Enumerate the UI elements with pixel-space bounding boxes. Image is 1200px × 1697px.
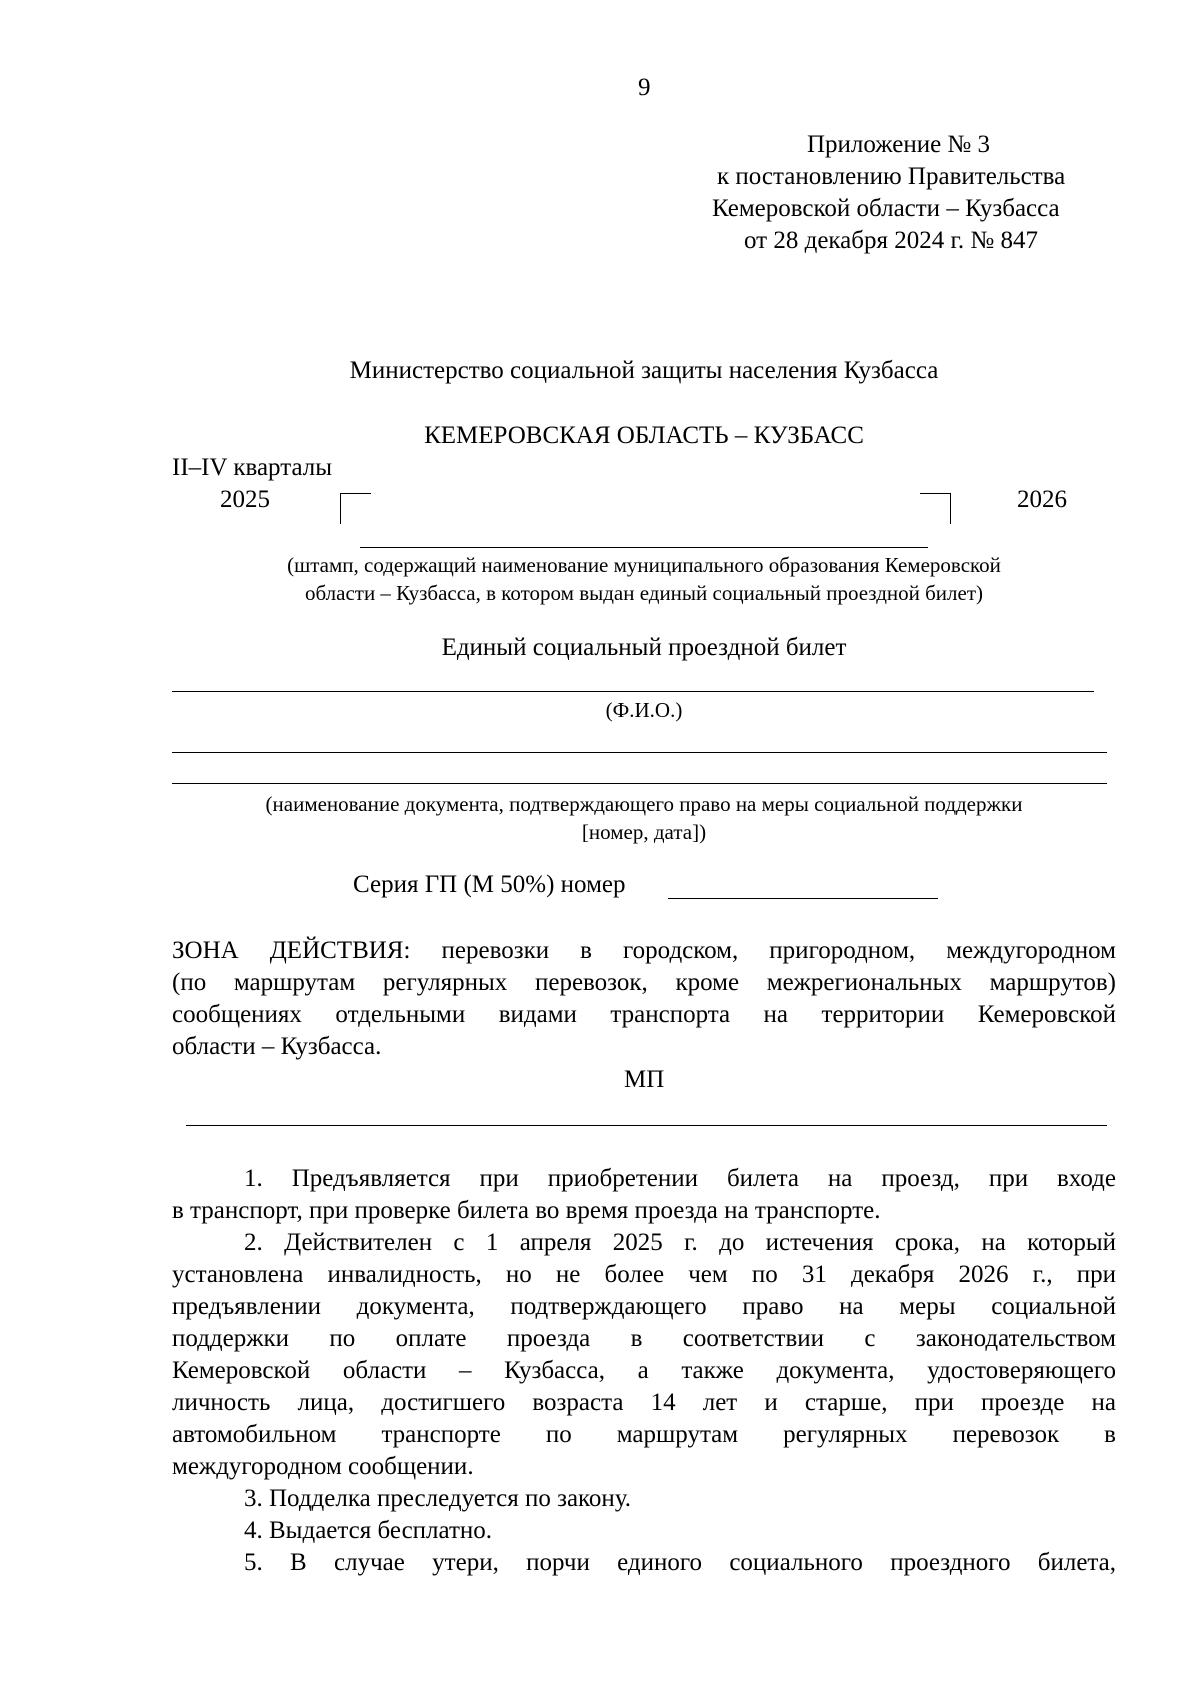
rule-3: 3. Подделка преследуется по закону.: [244, 1485, 632, 1512]
region-title: КЕМЕРОВСКАЯ ОБЛАСТЬ – КУЗБАСС: [424, 422, 864, 449]
rule-5-line-1: 5. В случае утери, порчи единого социального проездного билета,: [244, 1549, 1116, 1576]
document-caption-line-1: (наименование документа, подтверждающего право на меры социальной поддержки: [265, 792, 1023, 816]
fio-line: [172, 691, 1094, 692]
appendix-line-3: Кемеровской области – Кузбасса: [712, 195, 1060, 222]
zone-line-3: сообщениях отдельными видами транспорта на территории Кемеровской: [172, 1001, 1116, 1028]
rule-2-line-3: предъявлении документа, подтверждающего право на меры социальной: [172, 1293, 1116, 1320]
rule-1-line-1: 1. Предъявляется при приобретении билета на проезд, при входе: [244, 1165, 1116, 1192]
document-line-2: [172, 783, 1107, 784]
zone-line-2: (по маршрутам регулярных перевозок, кроме межрегиональных маршрутов): [172, 969, 1116, 996]
zone-line-1: ЗОНА ДЕЙСТВИЯ: перевозки в городском, пригородном, междугородном: [172, 937, 1116, 964]
document-line-1: [172, 752, 1107, 753]
rule-2-line-4: поддержки по оплате проезда в соответствии с законодательством: [172, 1325, 1116, 1352]
ministry-title: Министерство социальной защиты населения Кузбасса: [349, 357, 939, 384]
signature-line: [186, 1125, 1107, 1126]
appendix-line-4: от 28 декабря 2024 г. № 847: [744, 227, 1039, 254]
rule-2-line-8: междугородном сообщении.: [172, 1453, 474, 1480]
quarters-label: II–IV кварталы: [172, 454, 333, 481]
zone-line-4: области – Кузбасса.: [172, 1033, 382, 1060]
stamp-corner-left: [340, 493, 371, 524]
document-caption-line-2: [номер, дата]): [581, 820, 707, 844]
rule-2-line-5: Кемеровской области – Кузбасса, а также документа, удостоверяющего: [172, 1357, 1116, 1384]
year-start: 2025: [220, 486, 270, 513]
appendix-line-2: к постановлению Правительства: [717, 163, 1066, 190]
rule-1-line-2: в транспорт, при проверке билета во время проезда на транспорте.: [172, 1197, 881, 1224]
series-label: Серия ГП (М 50%) номер: [353, 871, 626, 898]
stamp-caption-line-2: области – Кузбасса, в котором выдан единый социальный проездной билет): [304, 581, 984, 605]
fio-caption: (Ф.И.О.): [605, 698, 683, 722]
rule-2-line-2: установлена инвалидность, но не более чем по 31 декабря 2026 г., при: [172, 1261, 1116, 1288]
page-number: 9: [638, 74, 651, 101]
rule-2-line-7: автомобильном транспорте по маршрутам регулярных перевозок в: [172, 1421, 1116, 1448]
series-number-line: [668, 898, 938, 899]
mp-label: МП: [624, 1066, 665, 1093]
ticket-title: Единый социальный проездной билет: [441, 634, 847, 661]
stamp-corner-right: [920, 493, 951, 524]
year-end: 2026: [1017, 486, 1067, 513]
rule-4: 4. Выдается бесплатно.: [244, 1517, 493, 1544]
appendix-line-1: Приложение № 3: [807, 131, 991, 158]
rule-2-line-1: 2. Действителен с 1 апреля 2025 г. до истечения срока, на который: [244, 1229, 1116, 1256]
rule-2-line-6: личность лица, достигшего возраста 14 лет и старше, при проезде на: [172, 1389, 1116, 1416]
stamp-underline: [360, 547, 928, 548]
stamp-caption-line-1: (штамп, содержащий наименование муниципального образования Кемеровской: [287, 553, 1001, 577]
